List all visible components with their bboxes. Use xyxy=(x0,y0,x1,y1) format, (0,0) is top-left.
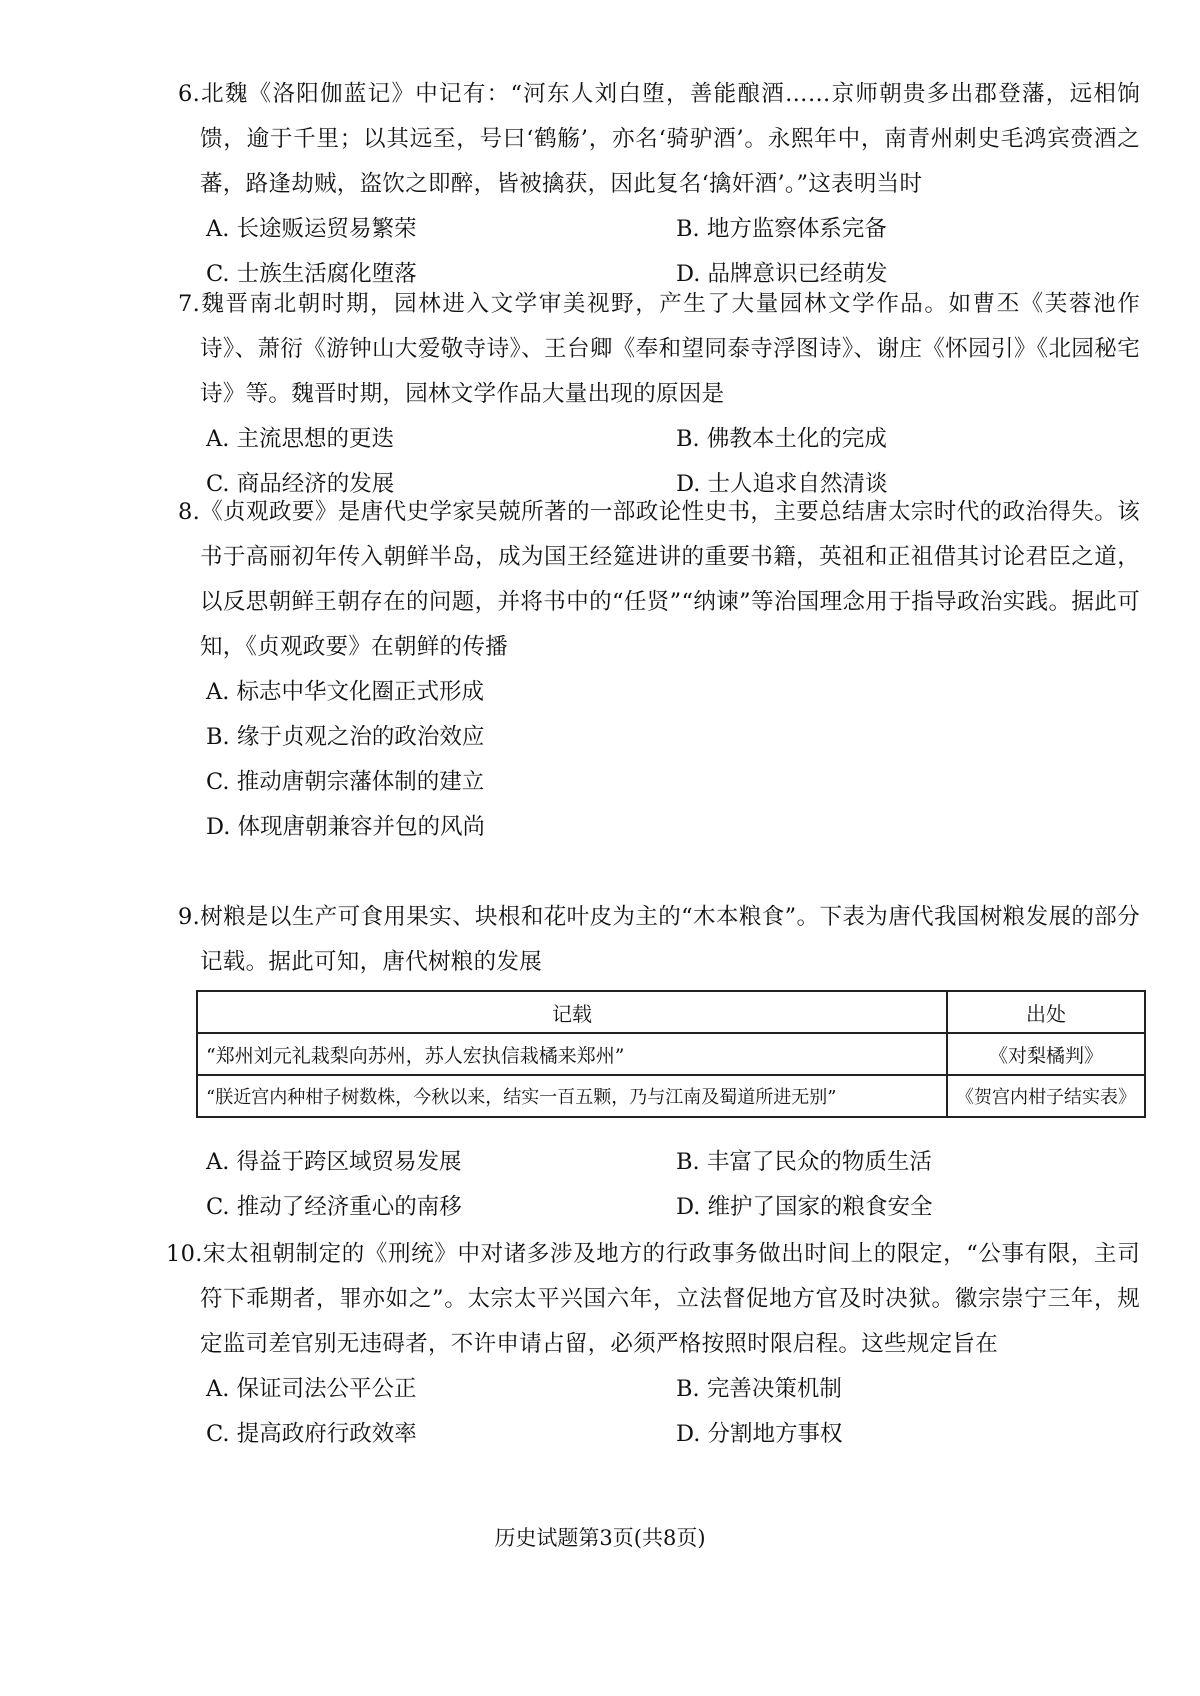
option-b: B. 缘于贞观之治的政治效应 xyxy=(206,724,485,750)
question-text: 北魏《洛阳伽蓝记》中记有：“河东人刘白堕，善能酿酒……京师朝贵多出郡登藩，远相饷馈，逾于千里；以其远至，号曰‘鹤觞’，亦名‘骑驴酒’。永熙年中，南青州刺史毛鸿宾赍酒之蕃，路逢劫贼，盗饮之即醉，皆被擒获，因此复名‘擒奸酒’。”这表明当时 xyxy=(200,81,1140,197)
option-a: A. 标志中华文化圈正式形成 xyxy=(206,679,485,705)
option-b: B. 完善决策机制 xyxy=(676,1376,842,1402)
option-a: A. 得益于跨区域贸易发展 xyxy=(206,1149,462,1175)
table-cell-record: “郑州刘元礼栽梨向苏州，苏人宏执信栽橘来郑州” xyxy=(197,1033,947,1075)
question-number: 7. xyxy=(178,291,201,317)
question-8 xyxy=(178,490,1140,850)
question-10-stem xyxy=(166,1232,1140,1367)
question-9-options-block xyxy=(200,1140,1140,1230)
option-b: B. 佛教本土化的完成 xyxy=(676,426,887,452)
question-8-options xyxy=(206,670,1140,850)
question-7-stem xyxy=(178,282,1140,417)
question-text: 魏晋南北朝时期，园林进入文学审美视野，产生了大量园林文学作品。如曹丕《芙蓉池作诗》、萧衍《游钟山大爱敬寺诗》、王台卿《奉和望同泰寺浮图诗》、谢庄《怀园引》《北园秘宅诗》等。魏晋时期，园林文学作品大量出现的原因是 xyxy=(200,291,1140,407)
table-header-source: 出处 xyxy=(947,991,1145,1033)
option-a: A. 保证司法公平公正 xyxy=(206,1376,417,1402)
records-table xyxy=(196,990,1146,1118)
question-number: 10. xyxy=(166,1241,203,1267)
option-c: C. 推动唐朝宗藩体制的建立 xyxy=(206,769,485,795)
question-number: 9. xyxy=(178,904,201,930)
question-8-stem xyxy=(178,490,1140,670)
table-cell-source: 《对梨橘判》 xyxy=(947,1033,1145,1075)
question-10 xyxy=(166,1232,1140,1457)
table-cell-record: “朕近宫内种柑子树数株，今秋以来，结实一百五颗，乃与江南及蜀道所进无别” xyxy=(197,1075,947,1117)
option-d: D. 体现唐朝兼容并包的风尚 xyxy=(206,814,486,840)
option-d: D. 维护了国家的粮食安全 xyxy=(676,1194,933,1220)
option-d: D. 品牌意识已经萌发 xyxy=(676,261,888,287)
option-c: C. 推动了经济重心的南移 xyxy=(206,1194,462,1220)
option-a: A. 主流思想的更迭 xyxy=(206,426,395,452)
question-number: 8. xyxy=(178,499,201,525)
table-header-record: 记载 xyxy=(197,991,947,1033)
question-text: 《贞观政要》是唐代史学家吴兢所著的一部政论性史书，主要总结唐太宗时代的政治得失。该书于高丽初年传入朝鲜半岛，成为国王经筵进讲的重要书籍，英祖和正祖借其讨论君臣之道，以反思朝鲜王朝存在的问题，并将书中的“任贤”“纳谏”等治国理念用于指导政治实践。据此可知，《贞观政要》在朝鲜的传播 xyxy=(200,499,1140,660)
question-text: 树粮是以生产可食用果实、块根和花叶皮为主的“木本粮食”。下表为唐代我国树粮发展的部分记载。据此可知，唐代树粮的发展 xyxy=(200,904,1140,975)
option-d: D. 分割地方事权 xyxy=(676,1421,843,1447)
option-b: B. 地方监察体系完备 xyxy=(676,216,887,242)
option-b: B. 丰富了民众的物质生活 xyxy=(676,1149,932,1175)
question-6-stem xyxy=(178,72,1140,207)
question-9-stem xyxy=(178,895,1140,985)
question-9-options xyxy=(206,1140,1140,1230)
question-number: 6. xyxy=(178,81,201,107)
table-header-row xyxy=(197,991,1145,1033)
table-cell-source: 《贺宫内柑子结实表》 xyxy=(947,1075,1145,1117)
question-7 xyxy=(178,282,1140,507)
option-a: A. 长途贩运贸易繁荣 xyxy=(206,216,417,242)
question-10-options xyxy=(206,1367,1140,1457)
table-row xyxy=(197,1033,1145,1075)
option-c: C. 士族生活腐化堕落 xyxy=(206,261,417,287)
page-footer: 历史试题第3页(共8页) xyxy=(494,1526,706,1550)
question-text: 宋太祖朝制定的《刑统》中对诸多涉及地方的行政事务做出时间上的限定，“公事有限，主司符下乖期者，罪亦如之”。太宗太平兴国六年，立法督促地方官及时决狱。徽宗崇宁三年，规定监司差官别无违碍者，不许申请占留，必须严格按照时限启程。这些规定旨在 xyxy=(200,1241,1140,1357)
option-c: C. 商品经济的发展 xyxy=(206,471,395,497)
question-9 xyxy=(178,895,1140,985)
table-row xyxy=(197,1075,1145,1117)
option-d: D. 士人追求自然清谈 xyxy=(676,471,888,497)
option-c: C. 提高政府行政效率 xyxy=(206,1421,417,1447)
question-6 xyxy=(178,72,1140,297)
